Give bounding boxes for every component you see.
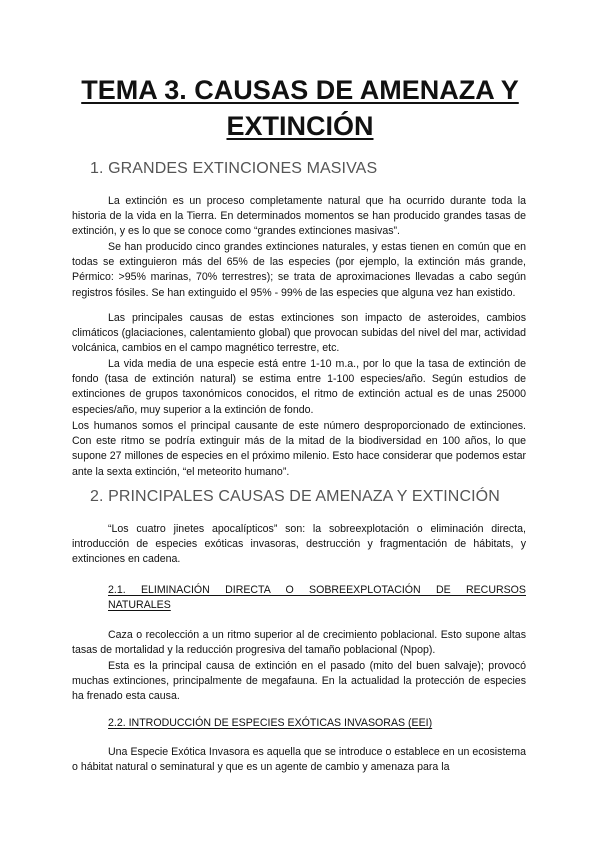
subsection-2-2-heading: 2.2. INTRODUCCIÓN DE ESPECIES EXÓTICAS INVASORAS (EEI)	[108, 717, 433, 729]
section-2-heading: 2. PRINCIPALES CAUSAS DE AMENAZA Y EXTINCIÓN	[90, 488, 500, 505]
subsection-2-1-heading-part-2: NATURALES	[108, 599, 171, 612]
section-1-paragraph-2: Se han producido cinco grandes extinciones naturales, y estas tienen en común que en todas se extinguieron más del 65% de las especies (por ejemplo, la extinción más grande, Pérmico: >95% marinas, 70% terrestres); se trata de aproximaciones llevadas a cabo según registros fósiles. Se han extinguido el 95% - 99% de las especies que alguna vez han existido.	[72, 241, 526, 299]
section-1-paragraph-5: Los humanos somos el principal causante de este número desproporcionado de extinciones. Con este ritmo se podría extinguir más de la mitad de la biodiversidad en 100 años, lo que supone 27 millones de especies en el próximo milenio. Esto hace considerar que podemos estar ante la sexta extinción, “el meteorito humano”.	[72, 420, 526, 478]
subsection-2-1-paragraph-1: Caza o recolección a un ritmo superior al de crecimiento poblacional. Esto supone altas tasas de mortalidad y la reducción progresiva del tamaño poblacional (Npop).	[72, 629, 526, 657]
section-1-paragraph-3: Las principales causas de estas extinciones son impacto de asteroides, cambios climáticos (glaciaciones, calentamiento global) que provocan subidas del nivel del mar, actividad volcánica, cambios en el campo magnético terrestre, etc.	[72, 312, 526, 355]
subsection-2-2-paragraph-1: Una Especie Exótica Invasora es aquella que se introduce o establece en un ecosistema o hábitat natural o seminatural y que es un agente de cambio y amenaza para la	[72, 746, 526, 774]
section-1-heading: 1. GRANDES EXTINCIONES MASIVAS	[90, 160, 378, 177]
section-2-paragraph-1: “Los cuatro jinetes apocalípticos” son: la sobreexplotación o eliminación directa, introducción de especies exóticas invasoras, destrucción y fragmentación de hábitats, y extinciones en cadena.	[72, 523, 526, 566]
section-1-paragraph-1: La extinción es un proceso completamente natural que ha ocurrido durante toda la historia de la vida en la Tierra. En determinados momentos se han producido grandes tasas de extinción, y es lo que se conoce como “grandes extinciones masivas”.	[72, 195, 526, 238]
subsection-2-1-heading	[108, 583, 526, 613]
title-line-1: TEMA 3. CAUSAS DE AMENAZA Y	[81, 75, 519, 105]
title-line-2: EXTINCIÓN	[226, 111, 374, 141]
page-title	[60, 72, 540, 144]
subsection-2-1-heading-part-1: 2.1. ELIMINACIÓN DIRECTA O SOBREEXPLOTACIÓN DE RECURSOS	[108, 584, 526, 596]
section-1-paragraph-4: La vida media de una especie está entre 1-10 m.a., por lo que la tasa de extinción de fondo (tasa de extinción natural) se estima entre 1-100 especies/año. Según estudios de extinciones de grupos taxonómicos conocidos, el ritmo de extinción actual es de unas 25000 especies/año, muy superior a la extinción de fondo.	[72, 358, 526, 416]
subsection-2-1-paragraph-2: Esta es la principal causa de extinción en el pasado (mito del buen salvaje); provocó muchas extinciones, principalmente de megafauna. En la actualidad la protección de especies ha frenado esta causa.	[72, 660, 526, 703]
